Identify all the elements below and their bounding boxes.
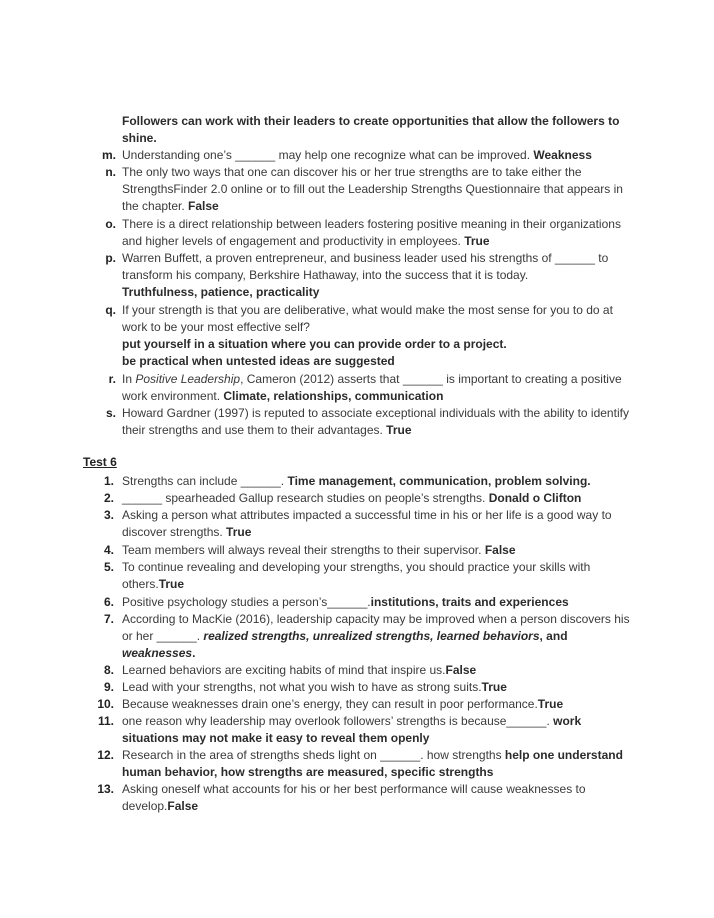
item-marker: 11.	[97, 714, 114, 728]
item-text: one reason why leadership may overlook followers’ strengths is because______.	[122, 714, 554, 728]
item-marker: r.	[108, 372, 116, 386]
item-answer: False	[188, 199, 219, 213]
item-marker: 12.	[97, 748, 114, 762]
item-answer: False	[445, 663, 477, 677]
item-answer: True	[481, 680, 507, 694]
item-marker: o.	[105, 217, 116, 231]
item-answer: False	[484, 543, 516, 557]
section-heading: Test 6	[83, 455, 117, 469]
item-text: Lead with your strengths, not what you wish to have as strong suits.	[122, 680, 482, 694]
item-answer-line: put yourself in a situation where you can provide order to a project.	[122, 337, 507, 351]
item-answer: weaknesses	[122, 646, 193, 660]
item-marker: 7.	[103, 612, 114, 626]
item-text: , Cameron (2012) asserts that ______ is important to creating a positive work environment.	[122, 372, 622, 403]
item-marker: 5.	[103, 560, 114, 574]
item-text: Howard Gardner (1997) is reputed to associate exceptional individuals with the ability to identify their strengths and use them to their advantages.	[122, 406, 629, 437]
intro-text: Followers can work with their leaders to create opportunities that allow the followers to shine.	[122, 114, 620, 145]
item-answer: help one understand human behavior, how strengths are measured, specific strengths	[122, 748, 623, 779]
item-text: Asking oneself what accounts for his or her best performance will cause weaknesses to develop.	[122, 782, 586, 813]
item-text: Warren Buffett, a proven entrepreneur, and business leader used his strengths of ______ to transform his company, Berkshire Hathaway, into the success that it is today.	[122, 251, 609, 282]
item-answer: True	[158, 577, 185, 591]
item-marker: 2.	[103, 491, 114, 505]
item-text: Understanding one’s ______ may help one recognize what can be improved.	[122, 148, 534, 162]
item-marker: 10.	[97, 697, 114, 711]
item-marker: p.	[105, 251, 116, 265]
item-text: Asking a person what attributes impacted a successful time in his or her life is a good way to discover strengths.	[122, 508, 612, 539]
item-answer: True	[386, 423, 412, 437]
item-answer: Truthfulness, patience, practicality	[122, 285, 320, 299]
book-title: Positive Leadership	[135, 372, 241, 386]
item-marker: q.	[105, 303, 116, 317]
item-marker: 6.	[103, 595, 114, 609]
item-marker: m.	[101, 148, 116, 162]
item-text: If your strength is that you are deliberative, what would make the most sense for you to do at work to be your most effective self?	[122, 303, 613, 334]
item-marker: 9.	[103, 680, 114, 694]
item-marker: 8.	[103, 663, 114, 677]
item-text: According to MacKie (2016), leadership capacity may be improved when a person discovers his or her ______.	[122, 612, 630, 643]
item-text: There is a direct relationship between leaders fostering positive meaning in their organizations and higher levels of engagement and productivity in employees.	[122, 217, 621, 248]
item-text: Team members will always reveal their strengths to their supervisor.	[122, 543, 485, 557]
item-text: The only two ways that one can discover his or her true strengths are to take either the StrengthsFinder 2.0 online or to fill out the Leadership Strengths Questionnaire that appears in the chapter.	[122, 165, 623, 213]
item-marker: 3.	[103, 508, 114, 522]
item-text: Learned behaviors are exciting habits of mind that inspire us.	[122, 663, 446, 677]
item-marker: 1.	[103, 474, 114, 488]
item-marker: 4.	[103, 543, 114, 557]
item-marker: s.	[105, 406, 116, 420]
item-text: Positive psychology studies a person’s______.	[122, 595, 371, 609]
item-answer-end: .	[192, 646, 196, 660]
item-text: Research in the area of strengths sheds light on ______. how strengths	[122, 748, 505, 762]
item-answer: institutions, traits and experiences	[370, 595, 569, 609]
item-answer: Donald o Clifton	[488, 491, 582, 505]
item-text: Strengths can include ______.	[122, 474, 288, 488]
item-answer: True	[537, 697, 564, 711]
item-answer: realized strengths, unrealized strengths, learned behaviors	[203, 629, 540, 643]
item-answer: Weakness	[533, 148, 592, 162]
item-answer: False	[167, 799, 199, 813]
item-marker: 13.	[97, 782, 114, 796]
item-answer: Time management, communication, problem solving.	[287, 474, 591, 488]
item-answer: Climate, relationships, communication	[223, 389, 444, 403]
item-text: In	[122, 372, 136, 386]
item-text: Because weaknesses drain one’s energy, they can result in poor performance.	[122, 697, 538, 711]
item-marker: n.	[105, 165, 116, 179]
item-text: ______ spearheaded Gallup research studies on people’s strengths.	[122, 491, 489, 505]
item-answer: work situations may not make it easy to reveal them openly	[122, 714, 582, 745]
item-answer: True	[226, 525, 252, 539]
item-answer-line: be practical when untested ideas are suggested	[122, 354, 395, 368]
item-answer: True	[464, 234, 490, 248]
item-text: To continue revealing and developing your strengths, you should practice your skills with others.	[122, 560, 591, 591]
item-answer-connector: , and	[539, 629, 568, 643]
